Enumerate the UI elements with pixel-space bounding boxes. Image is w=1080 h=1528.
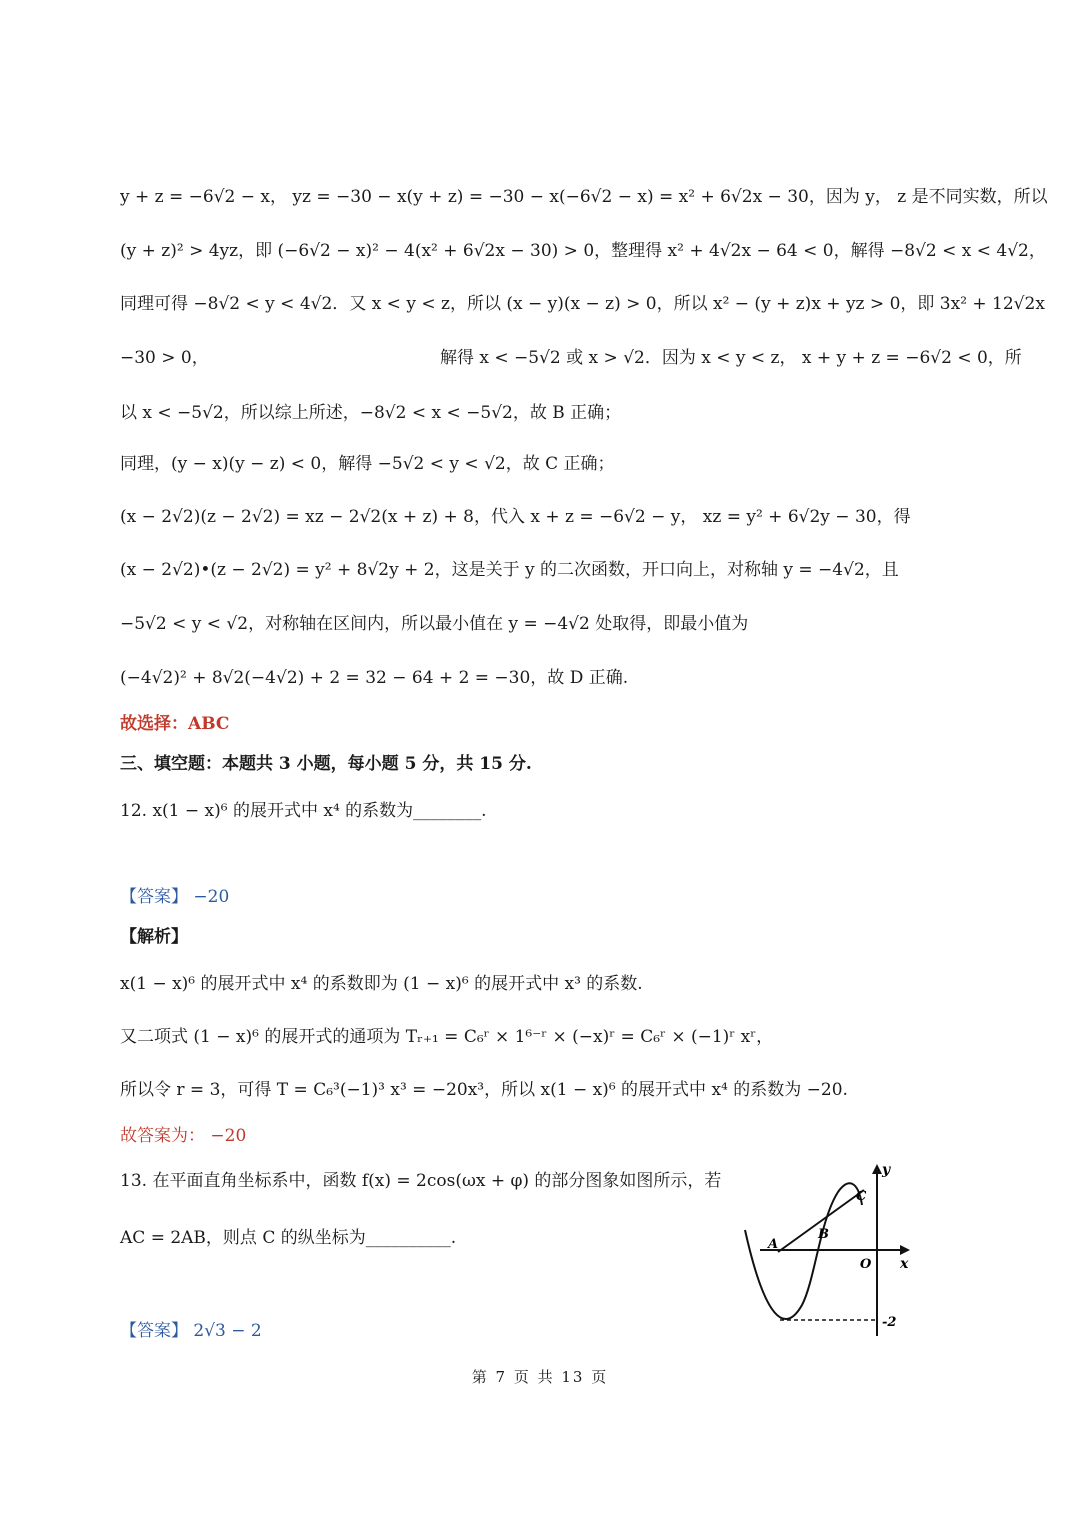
question-13-cont: AC = 2AB，则点 C 的纵坐标为__________. [120,1228,457,1248]
analysis-line-3: 所以令 r = 3，可得 T = C₆³(−1)³ x³ = −20x³，所以 x(1 − x)⁶ 的展开式中 x⁴ 的系数为 −20. [120,1080,848,1100]
answer-12: 【答案】 −20 [120,887,230,907]
point-a-label: A [768,1237,779,1252]
point-c-label: C [856,1189,867,1204]
section-heading: 三、填空题：本题共 3 小题，每小题 5 分，共 15 分. [120,754,532,774]
question-12: 12. x(1 − x)⁶ 的展开式中 x⁴ 的系数为________. [120,801,487,821]
solution-line-2: (y + z)² > 4yz，即 (−6√2 − x)² − 4(x² + 6√2x − 30) > 0，整理得 x² + 4√2x − 64 < 0，解得 −8√2 < x < 4√2， [120,241,1046,261]
answer-13: 【答案】 2√3 − 2 [120,1321,262,1341]
line-abc [778,1190,864,1252]
y-axis-arrow [872,1164,882,1174]
origin-label: O [860,1257,872,1272]
solution-line-9: −5√2 < y < √2，对称轴在区间内，所以最小值在 y = −4√2 处取得，即最小值为 [120,614,749,634]
analysis-heading: 【解析】 [120,927,188,947]
solution-line-8: (x − 2√2)•(z − 2√2) = y² + 8√2y + 2，这是关于 y 的二次函数，开口向上，对称轴 y = −4√2，且 [120,560,899,580]
choice-answer: 故选择：ABC [120,714,230,734]
question-13: 13. 在平面直角坐标系中，函数 f(x) = 2cos(ωx + φ) 的部分图象如图所示，若 [120,1171,722,1191]
y-label: y [882,1162,891,1178]
graph-svg [740,1160,910,1340]
solution-line-10: (−4√2)² + 8√2(−4√2) + 2 = 32 − 64 + 2 = −30，故 D 正确. [120,668,629,688]
x-label: x [900,1256,909,1272]
solution-line-7: (x − 2√2)(z − 2√2) = xz − 2√2(x + z) + 8，代入 x + z = −6√2 − y， xz = y² + 6√2y − 30，得 [120,507,911,527]
solution-line-4b: 解得 x < −5√2 或 x > √2．因为 x < y < z， x + y + z = −6√2 < 0，所 [440,348,1022,368]
x-axis-arrow [900,1245,910,1255]
solution-line-5: 以 x < −5√2，所以综上所述，−8√2 < x < −5√2，故 B 正确； [120,403,622,423]
final-answer-12: 故答案为： −20 [120,1126,247,1146]
function-graph [740,1160,910,1340]
solution-line-1: y + z = −6√2 − x， yz = −30 − x(y + z) = −30 − x(−6√2 − x) = x² + 6√2x − 30，因为 y， z 是不同实数，所以 [120,187,1048,207]
analysis-line-1: x(1 − x)⁶ 的展开式中 x⁴ 的系数即为 (1 − x)⁶ 的展开式中 x³ 的系数. [120,974,643,994]
solution-line-6: 同理，(y − x)(y − z) < 0，解得 −5√2 < y < √2，故 C 正确； [120,454,615,474]
point-b-label: B [818,1227,829,1242]
page-footer: 第 7 页 共 13 页 [471,1368,609,1386]
solution-line-4a: −30 > 0， [120,348,209,368]
analysis-line-2: 又二项式 (1 − x)⁶ 的展开式的通项为 Tᵣ₊₁ = C₆ʳ × 1⁶⁻ʳ × (−x)ʳ = C₆ʳ × (−1)ʳ xʳ， [120,1027,774,1047]
minus-two-label: -2 [882,1315,897,1330]
solution-line-3: 同理可得 −8√2 < y < 4√2．又 x < y < z，所以 (x − y)(x − z) > 0，所以 x² − (y + z)x + yz > 0，即 3x² + 12√2x [120,294,1045,314]
